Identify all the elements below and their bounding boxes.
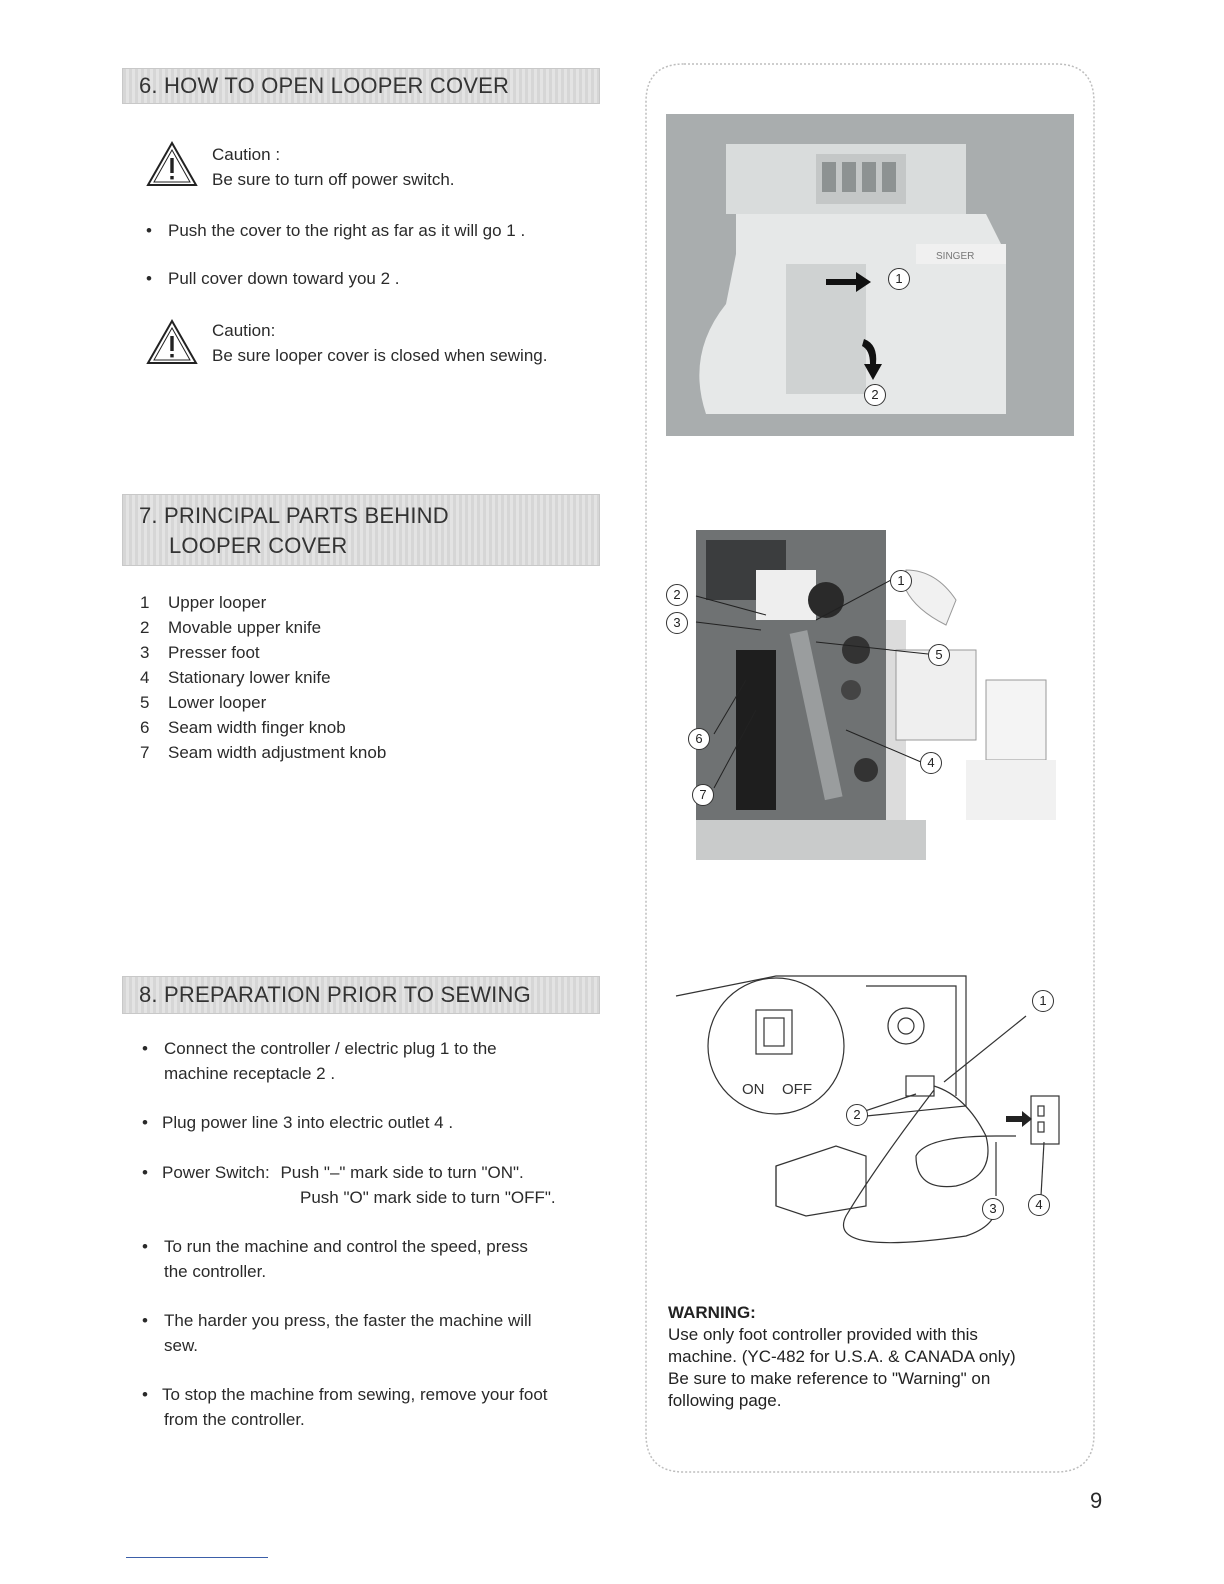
warning-line: Use only foot controller provided with this (668, 1325, 978, 1344)
page-number: 9 (1090, 1488, 1103, 1513)
caution-icon (146, 318, 198, 366)
list-item: • The harder you press, the faster the machine will sew. (142, 1311, 532, 1355)
list-item: • To run the machine and control the speed, press the controller. (142, 1237, 528, 1281)
list-item: 5 Lower looper (140, 693, 267, 712)
callout-1: 1 (888, 268, 910, 290)
list-item: 4 Stationary lower knife (140, 668, 331, 687)
warning-line: machine. (YC-482 for U.S.A. & CANADA only) (668, 1347, 1016, 1366)
callout-4: 4 (1028, 1194, 1050, 1216)
principal-parts-photo (666, 530, 1076, 880)
warning-title: WARNING: (668, 1303, 756, 1322)
list-item: 2 Movable upper knife (140, 618, 322, 637)
callout-7: 7 (692, 784, 714, 806)
list-item: • To stop the machine from sewing, remove your foot from the controller. (142, 1385, 548, 1429)
callout-1: 1 (890, 570, 912, 592)
caution-icon (146, 140, 198, 188)
callout-6: 6 (688, 728, 710, 750)
list-item: 7 Seam width adjustment knob (140, 743, 387, 762)
warning-line: Be sure to make reference to "Warning" on (668, 1369, 991, 1388)
callout-1: 1 (1032, 990, 1054, 1012)
list-item: • Pull cover down toward you 2 . (146, 269, 400, 288)
callout-2: 2 (864, 384, 886, 406)
switch-on-label: ON (742, 1081, 765, 1098)
list-item: 6 Seam width finger knob (140, 718, 346, 737)
callout-3: 3 (982, 1198, 1004, 1220)
parts-list (140, 590, 560, 765)
list-item: • Plug power line 3 into electric outlet 4 . (142, 1113, 454, 1132)
section-7-heading: 7. PRINCIPAL PARTS BEHIND LOOPER COVER (122, 494, 600, 566)
callout-2: 2 (666, 584, 688, 606)
looper-cover-photo (666, 114, 1074, 436)
list-item: 3 Presser foot (140, 643, 260, 662)
warning-box (668, 1302, 1078, 1412)
switch-off-label: OFF (782, 1081, 812, 1098)
list-item: • Power Switch: Push "–" mark side to turn "ON". Push "O" mark side to turn "OFF". (142, 1163, 556, 1207)
power-connection-diagram (666, 966, 1076, 1266)
caution-2-title: Caution: (212, 321, 276, 340)
divider (126, 1557, 268, 1558)
caution-2-text: Be sure looper cover is closed when sewing. (212, 346, 548, 365)
list-item: • Push the cover to the right as far as it will go 1 . (146, 221, 526, 240)
list-item: 1 Upper looper (140, 593, 267, 612)
list-item: • Connect the controller / electric plug 1 to the machine receptacle 2 . (142, 1039, 497, 1083)
caution-1-text: Be sure to turn off power switch. (212, 170, 455, 189)
section-6-heading: 6. HOW TO OPEN LOOPER COVER (122, 68, 600, 104)
warning-line: following page. (668, 1391, 782, 1410)
section-8-heading: 8. PREPARATION PRIOR TO SEWING (122, 976, 600, 1014)
caution-1-title: Caution : (212, 145, 281, 164)
callout-2: 2 (846, 1104, 868, 1126)
brand-label: SINGER (936, 251, 975, 262)
callout-4: 4 (920, 752, 942, 774)
callout-5: 5 (928, 644, 950, 666)
callout-3: 3 (666, 612, 688, 634)
